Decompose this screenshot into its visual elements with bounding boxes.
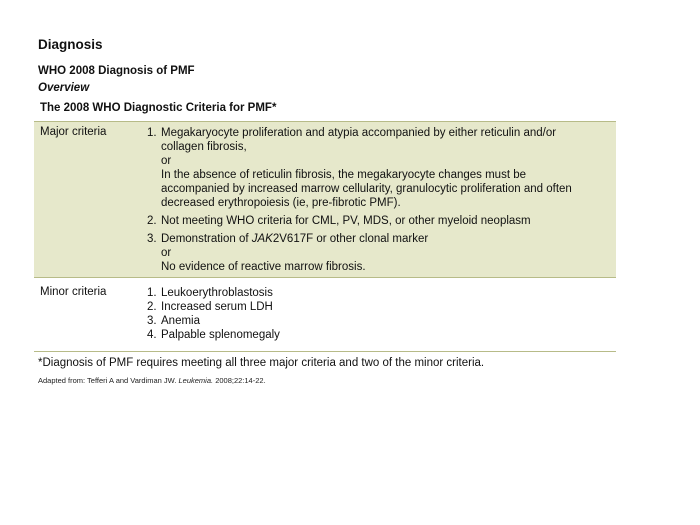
major-item-1-line: Megakaryocyte proliferation and atypia accompanied by either reticulin and/or xyxy=(161,127,557,139)
major-item-3-suffix: 2V617F or other clonal marker xyxy=(272,233,429,245)
minor-item-text: Palpable splenomegaly xyxy=(161,329,280,341)
major-item-3-gene: JAK xyxy=(251,233,273,245)
major-item-3-line: or xyxy=(161,247,172,259)
major-item-1-line: decreased erythropoiesis (ie, pre-fibrotic PMF). xyxy=(161,197,401,209)
source-prefix: Adapted from: Tefferi A and Vardiman JW. xyxy=(38,376,179,385)
major-item-3-number: 3. xyxy=(147,233,157,245)
page-heading: Diagnosis xyxy=(38,37,103,52)
minor-criteria-label: Minor criteria xyxy=(40,286,107,298)
minor-item-number: 4. xyxy=(147,329,157,341)
minor-item-text: Anemia xyxy=(161,315,200,327)
minor-item-text: Leukoerythroblastosis xyxy=(161,287,273,299)
major-item-1-number: 1. xyxy=(147,127,157,139)
major-criteria-label: Major criteria xyxy=(40,126,107,138)
major-item-3-prefix: Demonstration of xyxy=(161,233,252,245)
major-item-1-line: In the absence of reticulin fibrosis, the megakaryocyte changes must be xyxy=(161,169,527,181)
major-item-1-line: or xyxy=(161,155,172,167)
major-item-2-line: Not meeting WHO criteria for CML, PV, MDS, or other myeloid neoplasm xyxy=(161,215,531,227)
minor-item-text: Increased serum LDH xyxy=(161,301,273,313)
major-item-3-line: No evidence of reactive marrow fibrosis. xyxy=(161,261,366,273)
section-title: Overview xyxy=(38,82,90,94)
major-item-1-line: collagen fibrosis, xyxy=(161,141,247,153)
table-bottom-rule xyxy=(34,351,616,352)
source-suffix: 2008;22:14-22. xyxy=(213,376,266,385)
footnote: *Diagnosis of PMF requires meeting all three major criteria and two of the minor criteria. xyxy=(38,357,485,369)
source-citation xyxy=(38,376,266,385)
major-item-1-line: accompanied by increased marrow cellularity, granulocytic proliferation and often xyxy=(161,183,572,195)
table-mid-rule xyxy=(34,277,616,278)
major-item-3-line xyxy=(161,232,428,246)
page-subheading: WHO 2008 Diagnosis of PMF xyxy=(38,65,195,77)
source-journal: Leukemia. xyxy=(178,376,214,385)
major-item-2-number: 2. xyxy=(147,215,157,227)
minor-item-number: 3. xyxy=(147,315,157,327)
minor-item-number: 2. xyxy=(147,301,157,313)
minor-item-number: 1. xyxy=(147,287,157,299)
table-title: The 2008 WHO Diagnostic Criteria for PMF* xyxy=(40,102,277,114)
